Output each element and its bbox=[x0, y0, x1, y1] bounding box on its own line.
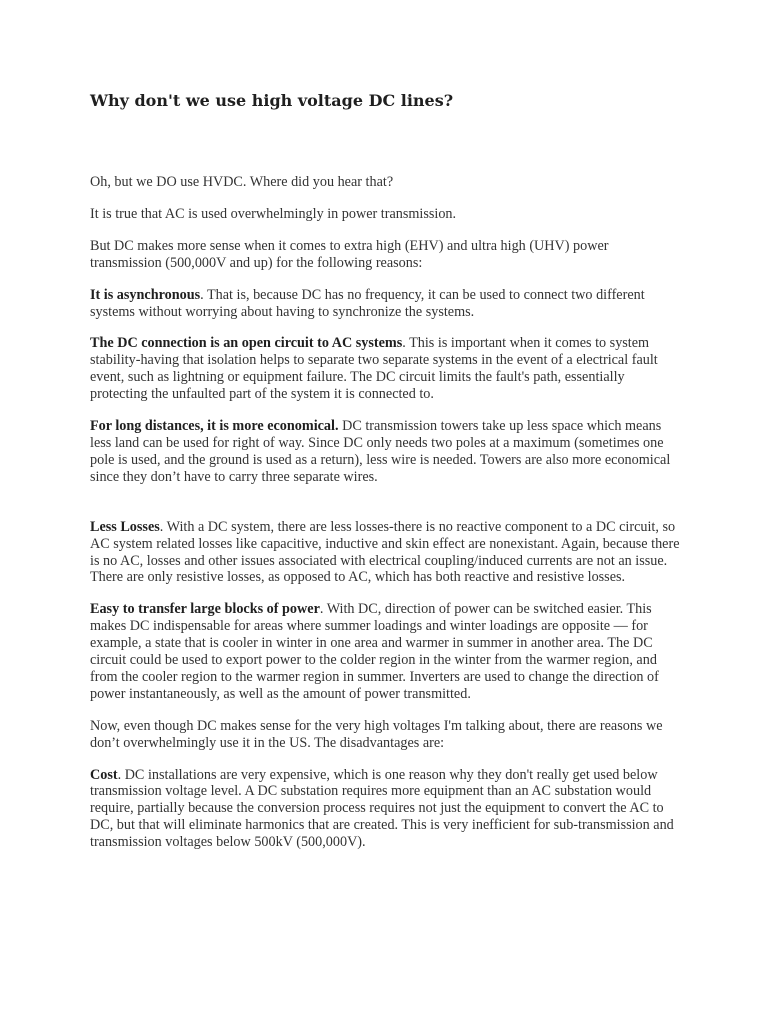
paragraph-asynchronous bbox=[90, 287, 682, 321]
paragraph-disadvantages bbox=[90, 718, 682, 752]
paragraph-text: . That is, because DC has no frequency, it can be used to connect two different systems without worrying about having to synchronize the systems. bbox=[90, 286, 645, 320]
paragraph-cost bbox=[90, 767, 682, 852]
paragraph-less-losses bbox=[90, 519, 682, 587]
paragraph-text: . With a DC system, there are less losses-there is no reactive component to a DC circuit, so AC system related losses like capacitive, inductive and skin effect are nonexistant. Again, because there is no AC, losses and other issues associated with electrical coupling/induced currents are not an issue. There are only resistive losses, as opposed to AC, which has both reactive and resistive losses. bbox=[90, 518, 680, 586]
paragraph-long-distances bbox=[90, 418, 682, 486]
paragraph-text: It is true that AC is used overwhelmingly in power transmission. bbox=[90, 205, 457, 222]
paragraph-text: Oh, but we DO use HVDC. Where did you hear that? bbox=[90, 174, 394, 190]
paragraph-text: . This is important when it comes to system stability-having that isolation helps to separate two separate systems in the event of a electrical fault event, such as lightning or equipment failure. The DC circuit limits the fault's path, essentially protecting the unfaulted part of the system it is connected to. bbox=[90, 335, 658, 403]
paragraph-ac-usage bbox=[90, 206, 682, 223]
paragraph-text: . With DC, direction of power can be switched easier. This makes DC indispensable for areas where summer loadings and winter loadings are opposite — for example, a state that is cooler in winter in one area and warmer in summer in another area. The DC circuit could be used to export power to the colder region in the winter from the warmer region, and from the cooler region to the warmer region in summer. Inverters are used to change the direction of power instantaneously, as well as the amount of power transmitted. bbox=[90, 601, 659, 702]
paragraph-open-circuit bbox=[90, 335, 682, 403]
page-title: Why don't we use high voltage DC lines? bbox=[90, 91, 454, 110]
article bbox=[90, 90, 682, 851]
paragraph-intro bbox=[90, 174, 682, 191]
paragraph-large-blocks bbox=[90, 601, 682, 702]
paragraph-text: . DC installations are very expensive, which is one reason why they don't really get used below transmission voltage level. A DC substation requires more equipment than an AC substation would require, partially because the conversion process requires not just the equipment to convert the AC to DC, but that will eliminate harmonics that are created. This is very inefficient for sub-transmission and transmission voltages below 500kV (500,000V). bbox=[90, 766, 674, 851]
paragraph-text: But DC makes more sense when it comes to extra high (EHV) and ultra high (UHV) power transmission (500,000V and up) for the following reasons: bbox=[90, 237, 609, 271]
paragraph-heading: It is asynchronous bbox=[90, 286, 201, 303]
paragraph-heading: Cost bbox=[90, 766, 118, 783]
paragraph-text: Now, even though DC makes sense for the very high voltages I'm talking about, there are reasons we don’t overwhelmingly use it in the US. The disadvantages are: bbox=[90, 717, 663, 751]
article-body bbox=[90, 174, 682, 866]
paragraph-heading: For long distances, it is more economical. bbox=[90, 418, 339, 435]
paragraph-text: DC transmission towers take up less space which means less land can be used for right of way. Since DC only needs two poles at a maximum (sometimes one pole is used, and the ground is used as a return), less wire is needed. Towers are also more economical since they don’t have to carry three separate wires. bbox=[90, 418, 671, 485]
paragraph-heading: Less Losses bbox=[90, 518, 160, 535]
paragraph-dc-reasons bbox=[90, 238, 682, 272]
paragraph-heading: The DC connection is an open circuit to AC systems bbox=[90, 335, 403, 352]
paragraph-heading: Easy to transfer large blocks of power bbox=[90, 601, 320, 618]
